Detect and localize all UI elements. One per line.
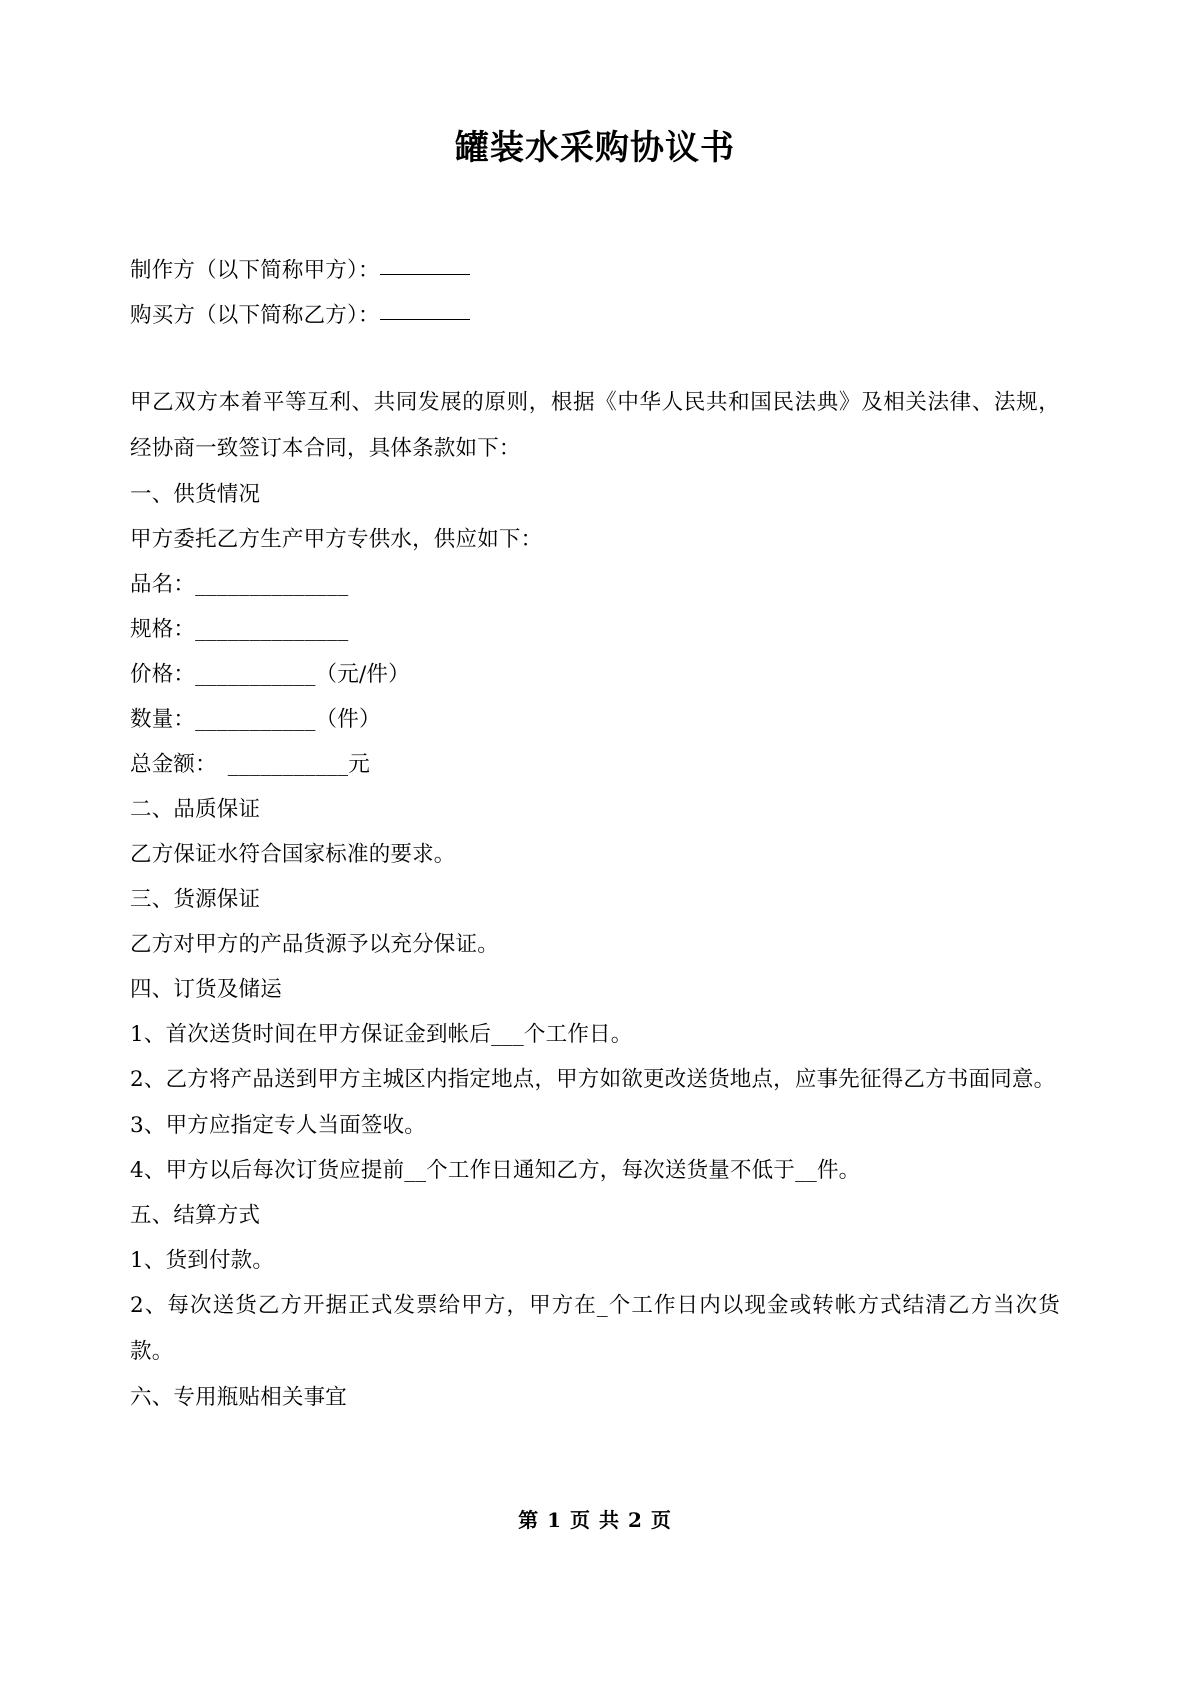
field-specification: 规格：______________ xyxy=(130,617,349,642)
section-5-line-1: 2、每次送货乙方开据正式发票给甲方，甲方在_个工作日内以现金或转帐方式结清乙方当次货款。 xyxy=(130,1293,1060,1364)
parties-block xyxy=(130,248,1060,338)
preamble-paragraph: 甲乙双方本着平等互利、共同发展的原则，根据《中华人民共和国民法典》及相关法律、法规，经协商一致签订本合同，具体条款如下： xyxy=(130,390,1060,461)
section-heading-3: 三、货源保证 xyxy=(130,887,261,912)
page-footer: 第 1 页 共 2 页 xyxy=(518,1508,672,1532)
section-heading-1: 一、供货情况 xyxy=(130,482,261,507)
page-title: 罐装水采购协议书 xyxy=(455,128,735,168)
section-4-line-1: 2、乙方将产品送到甲方主城区内指定地点，甲方如欲更改送货地点，应事先征得乙方书面同意。 xyxy=(130,1067,1056,1092)
field-price: 价格：___________（元/件） xyxy=(130,662,410,687)
party-label-seller: 制作方（以下简称甲方）： xyxy=(130,258,380,283)
party-line-buyer xyxy=(130,293,1060,338)
document-body xyxy=(130,248,1060,1420)
section-heading-6: 六、专用瓶贴相关事宜 xyxy=(130,1385,348,1410)
section-heading-4: 四、订货及储运 xyxy=(130,977,282,1002)
section-heading-5: 五、结算方式 xyxy=(130,1203,261,1228)
section-4-line-3: 4、甲方以后每次订货应提前__个工作日通知乙方，每次送货量不低于__件。 xyxy=(130,1158,861,1183)
section-1-line-0: 甲方委托乙方生产甲方专供水，供应如下： xyxy=(130,527,543,552)
field-quantity: 数量：___________（件） xyxy=(130,707,381,732)
section-heading-2: 二、品质保证 xyxy=(130,797,261,822)
section-5-line-0: 1、货到付款。 xyxy=(130,1248,275,1273)
party-blank-buyer[interactable] xyxy=(380,319,470,320)
section-4-line-0: 1、首次送货时间在甲方保证金到帐后___个工作日。 xyxy=(130,1022,633,1047)
field-total-amount: 总金额： ___________元 xyxy=(130,752,370,777)
section-4-line-2: 3、甲方应指定专人当面签收。 xyxy=(130,1113,426,1138)
section-3-line-0: 乙方对甲方的产品货源予以充分保证。 xyxy=(130,932,499,957)
party-label-buyer: 购买方（以下简称乙方）： xyxy=(130,303,380,328)
party-blank-seller[interactable] xyxy=(380,274,470,275)
field-product-name: 品名：______________ xyxy=(130,572,349,597)
section-2-line-0: 乙方保证水符合国家标准的要求。 xyxy=(130,842,456,867)
party-line-seller xyxy=(130,248,1060,293)
